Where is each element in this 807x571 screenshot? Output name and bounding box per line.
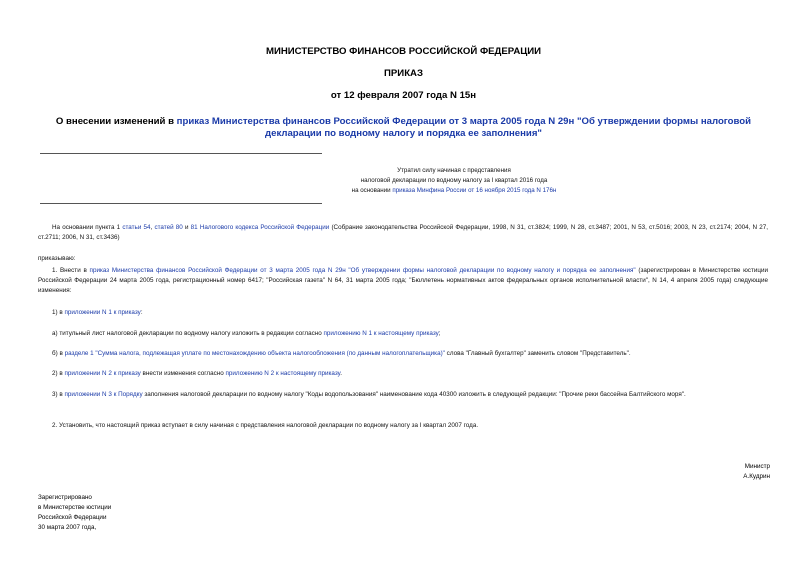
signature-block (743, 462, 770, 482)
article-80-link[interactable]: статей 80 (154, 224, 183, 231)
order-word: приказываю: (38, 255, 76, 262)
annex-1-link[interactable]: приложению N 1 к настоящему приказу (323, 330, 439, 337)
ministry-heading: МИНИСТЕРСТВО ФИНАНСОВ РОССИЙСКОЙ ФЕДЕРАЦИИ (265, 46, 542, 57)
appendix-1-link[interactable]: приложении N 1 к приказу (64, 309, 141, 316)
sub-item-text: внести изменения согласно (140, 370, 226, 377)
item-1-paragraph (38, 266, 768, 296)
sub-item-1 (38, 308, 768, 318)
registration-line: Российской Федерации (38, 514, 107, 521)
signature-name: А.Кудрин (743, 473, 770, 480)
preamble-text: , (150, 224, 155, 231)
divider-top (40, 153, 322, 154)
signature-position: Министр (744, 463, 770, 470)
sub-item-3 (38, 390, 768, 400)
repealing-order-link[interactable]: приказа Минфина России от 16 ноября 2015 года N 176н (392, 187, 557, 194)
annex-2-link[interactable]: приложению N 2 к настоящему приказу (225, 370, 341, 377)
doc-type-heading: ПРИКАЗ (384, 68, 423, 79)
divider-bottom (40, 203, 322, 204)
date-number-heading: от 12 февраля 2007 года N 15н (330, 90, 477, 101)
status-note-prefix: на основании (351, 187, 393, 194)
status-note-line1: Утратил силу начиная с представления (397, 167, 511, 174)
sub-item-text: слова "Главный бухгалтер" заменить словом "Представитель". (444, 350, 631, 357)
sub-item-text: 1) в (52, 309, 65, 316)
status-note-line3 (300, 186, 608, 196)
sub-item-text: б) в (52, 350, 65, 357)
section-1-link[interactable]: разделе 1 "Сумма налога, подлежащая уплате по местонахождению объекта налогообложения (по данным налогоплательщика)" (64, 350, 445, 357)
sub-item-text: ; (438, 330, 441, 337)
item-2-paragraph: 2. Установить, что настоящий приказ вступает в силу начиная с представления налоговой декларации по водному налогу за I квартал 2007 года. (52, 422, 479, 429)
registration-line: в Министерстве юстиции (38, 504, 112, 511)
preamble-text: На основании пункта 1 (52, 224, 123, 231)
appendix-3-link[interactable]: приложении N 3 к Порядку (64, 391, 143, 398)
sub-item-2 (38, 369, 768, 379)
sub-item-text: : (140, 309, 143, 316)
amended-order-link[interactable]: приказ Министерства финансов Российской Федерации от 3 марта 2005 года N 29н "Об утверждении формы налоговой декларации по водному налогу и порядка ее заполнения" (176, 116, 752, 139)
status-note (300, 166, 608, 196)
status-note-line2: налоговой декларации по водному налогу за I квартал 2016 года (360, 177, 548, 184)
article-54-link[interactable]: статьи 54 (122, 224, 151, 231)
item-1-text: 1. Внести в (52, 267, 90, 274)
sub-item-1b (38, 349, 768, 359)
sub-item-text: заполнения налоговой декларации по водному налогу "Коды водопользования" наименование кода 40300 изложить в следующей редакции: "Прочие реки бассейна Балтийского моря". (142, 391, 686, 398)
sub-item-text: 3) в (52, 391, 65, 398)
registration-line: 30 марта 2007 года, (38, 524, 97, 531)
sub-item-text: а) титульный лист налоговой декларации по водному налогу изложить в редакции согласно (52, 330, 324, 337)
order-29n-link[interactable]: приказ Министерства финансов Российской Федерации от 3 марта 2005 года N 29н "Об утверждении формы налоговой декларации по водному налогу и порядка ее заполнения" (89, 267, 636, 274)
preamble-text: (Собрание законодательства Российской Федерации, 1998, N 31, ст.3824; 1999, N 28, ст.3487; 2001, N 53, ст.5016; 2003, N 23, ст.2174; 2004, N 27, ст.2711; 2006, N 31, ст.3436) (38, 224, 768, 241)
preamble-paragraph (38, 223, 768, 243)
title-prefix: О внесении изменений в (55, 116, 177, 127)
document-title (40, 116, 767, 140)
registration-block (38, 493, 111, 533)
item-1-text: (зарегистрирован в Министерстве юстиции Российской Федерации 24 марта 2005 года, регистрационный номер 6417; "Российская газета" N 64, 31 марта 2005 года; "Бюллетень нормативных актов федеральных органов исполнительной власти", N 14, 4 апреля 2005 года) следующие изменения: (38, 267, 769, 294)
preamble-text: и (182, 224, 191, 231)
sub-item-text: 2) в (52, 370, 65, 377)
tax-code-link[interactable]: 81 Налогового кодекса Российской Федерации (190, 224, 330, 231)
sub-item-1a (38, 329, 768, 339)
sub-item-text: . (340, 370, 342, 377)
appendix-2-link[interactable]: приложении N 2 к приказу (64, 370, 141, 377)
registration-line: Зарегистрировано (38, 494, 92, 501)
